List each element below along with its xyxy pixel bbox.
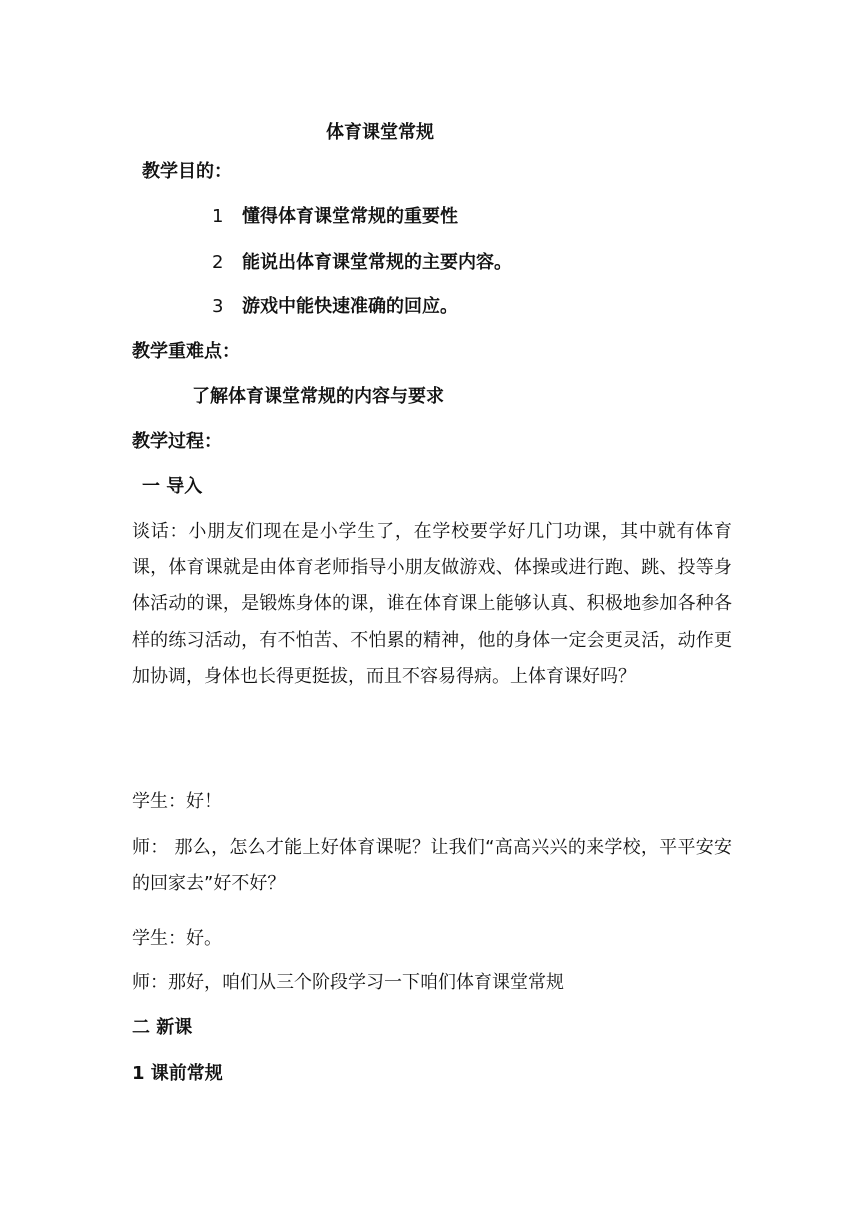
section-heading-new-lesson: 二 新课 [132, 1017, 193, 1038]
dialogue-line: 学生：好！ [132, 791, 222, 812]
objective-number: 2 [212, 252, 224, 273]
dialogue-line: 师： 那么，怎么才能上好体育课呢？让我们“高高兴兴的来学校，平平安安的回家去”好不好？ [132, 837, 732, 895]
process-heading: 教学过程： [132, 431, 222, 452]
objective-item [212, 298, 458, 316]
objective-number: 1 [212, 206, 224, 227]
objective-text: 懂得体育课堂常规的重要性 [242, 206, 458, 227]
objective-number: 3 [212, 296, 224, 317]
subsection-heading-pre-class: 1 课前常规 [132, 1063, 223, 1084]
dialogue-line: 师：那好，咱们从三个阶段学习一下咱们体育课堂常规 [132, 972, 564, 993]
key-points-heading: 教学重难点： [132, 341, 240, 362]
key-points-text: 了解体育课堂常规的内容与要求 [192, 386, 444, 407]
document-title: 体育课堂常规 [326, 122, 434, 143]
objective-item [212, 208, 458, 226]
section-heading-intro: 一 导入 [142, 476, 203, 497]
dialogue-line: 学生：好。 [132, 928, 222, 949]
objective-text: 游戏中能快速准确的回应。 [242, 296, 458, 317]
objective-item [212, 254, 512, 272]
objective-text: 能说出体育课堂常规的主要内容。 [242, 252, 512, 273]
objectives-heading: 教学目的： [142, 161, 232, 182]
intro-paragraph: 谈话：小朋友们现在是小学生了，在学校要学好几门功课，其中就有体育课，体育课就是由体育老师指导小朋友做游戏、体操或进行跑、跳、投等身体活动的课，是锻炼身体的课，谁在体育课上能够认真、积极地参加各种各样的练习活动，有不怕苦、不怕累的精神，他的身体一定会更灵活，动作更加协调，身体也长得更挺拔，而且不容易得病。上体育课好吗？ [132, 521, 732, 687]
